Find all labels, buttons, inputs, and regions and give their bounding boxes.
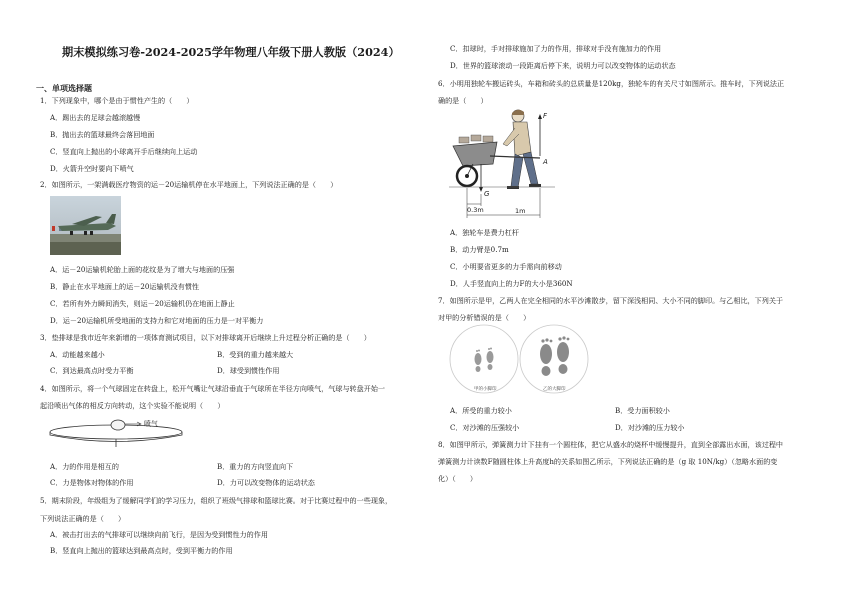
q4-option-c[interactable]: C．力是物体对物体的作用 — [50, 478, 134, 487]
question-8-stem-line1: 8．如图甲所示，弹簧测力计下挂有一个圆柱体，把它从盛水的烧杯中缓慢提升，直到全部露出水面，该过程中 — [438, 440, 784, 449]
small-footprint-caption: 甲的小脚印 — [474, 387, 497, 392]
question-5-stem-line2: 下列说法正确的是（ ） — [40, 514, 126, 523]
transport-plane-photo — [50, 196, 121, 255]
question-7-stem-line1: 7．如图所示是甲，乙两人在完全相同的水平沙滩散步，留下深浅相同、大小不同的脚印。与乙相比，下列关于 — [438, 296, 784, 305]
q6-option-c[interactable]: C．小明要省更多的力手需向前移动 — [450, 262, 562, 271]
q5-option-c[interactable]: C．扣球时，手对排球施加了力的作用，排球对手没有施加力的作用 — [450, 44, 662, 53]
question-4-stem-line2: 起沿喷出气体的相反方向转动，这个实验不能说明（ ） — [40, 401, 225, 410]
footprints-figure — [448, 324, 590, 396]
q7-option-a[interactable]: A．所受的重力较小 — [450, 406, 512, 415]
question-2-stem: 2．如图所示，一架满载医疗物资的运－20运输机停在水平地面上，下列说法正确的是（ ） — [40, 180, 338, 189]
balloon-turntable-figure — [44, 414, 204, 448]
q6-option-d[interactable]: D．人手竖直向上的力F的大小是360N — [450, 279, 573, 288]
q2-option-d[interactable]: D．运－20运输机所受地面的支持力和它对地面的压力是一对平衡力 — [50, 316, 264, 325]
section-heading: 一、单项选择题 — [36, 83, 92, 93]
question-6-stem-line1: 6．小明用独轮车搬运砖头，车箱和砖头的总质量是120kg，独轮车的有关尺寸如图所示。推车时，下列说法正 — [438, 79, 785, 88]
q2-option-b[interactable]: B．静止在水平地面上的运－20运输机没有惯性 — [50, 282, 200, 291]
q7-option-c[interactable]: C．对沙滩的压强较小 — [450, 423, 520, 432]
q3-option-b[interactable]: B．受到的重力越来越大 — [217, 350, 294, 359]
wheelbarrow-figure — [445, 106, 565, 218]
q6-option-a[interactable]: A．独轮车是费力杠杆 — [450, 228, 519, 237]
q4-option-d[interactable]: D．力可以改变物体的运动状态 — [217, 478, 315, 487]
question-5-stem-line1: 5．期末阶段，年级组为了缓解同学们的学习压力，组织了班级气排球和篮球比赛。对于比赛过程中的一些现象， — [40, 496, 393, 505]
svg-text:F: F — [543, 112, 548, 120]
question-4-stem-line1: 4．如图所示，将一个气球固定在转盘上，松开气嘴让气球沿垂直于气球所在半径方向喷气，气球与转盘开始一 — [40, 384, 386, 393]
svg-text:A: A — [543, 158, 548, 166]
q2-option-c[interactable]: C．若所有外力瞬间消失，则运－20运输机仍在地面上静止 — [50, 299, 235, 308]
q6-option-b[interactable]: B．动力臂是0.7m — [450, 245, 509, 254]
large-footprint-caption: 乙的大脚印 — [543, 387, 566, 392]
q1-option-d[interactable]: D．火箭升空时要向下喷气 — [50, 164, 134, 173]
svg-text:0.3m: 0.3m — [467, 206, 484, 214]
q3-option-c[interactable]: C．到达最高点时受力平衡 — [50, 366, 134, 375]
q1-option-a[interactable]: A．踢出去的足球会越滚越慢 — [50, 113, 141, 122]
q4-option-a[interactable]: A．力的作用是相互的 — [50, 462, 119, 471]
q5-option-a[interactable]: A．被击打出去的气排球可以继续向前飞行，是因为受到惯性力的作用 — [50, 530, 268, 539]
page-title: 期末模拟练习卷-2024-2025学年物理八年级下册人教版（2024） — [62, 45, 400, 59]
question-7-stem-line2: 对甲的分析错误的是（ ） — [438, 313, 531, 322]
q2-option-a[interactable]: A．运－20运输机轮胎上面的花纹是为了增大与地面的压强 — [50, 265, 235, 274]
q1-option-c[interactable]: C．竖直向上抛出的小球离开手后继续向上运动 — [50, 147, 198, 156]
q3-option-a[interactable]: A．动能越来越小 — [50, 350, 105, 359]
question-3-stem: 3．垫排球是我市近年来新增的一项体育测试项目，以下对排球离开后继续上升过程分析正确的是（ ） — [40, 333, 371, 342]
q1-option-b[interactable]: B．抛出去的篮球最终会落回地面 — [50, 130, 155, 139]
q7-option-d[interactable]: D．对沙滩的压力较小 — [615, 423, 685, 432]
q5-option-d[interactable]: D．世界的篮球滚动一段距离后停下来，说明力可以改变物体的运动状态 — [450, 61, 676, 70]
q7-option-b[interactable]: B．受力面积较小 — [615, 406, 670, 415]
question-8-stem-line3: 化）（ ） — [438, 474, 478, 483]
question-6-stem-line2: 确的是（ ） — [438, 96, 488, 105]
svg-text:1m: 1m — [515, 207, 526, 215]
question-8-stem-line2: 弹簧测力计读数F随圆柱体上升高度h的关系如图乙所示，下列说法正确的是（g 取 10N/kg）（忽略水面的变 — [438, 457, 778, 466]
q4-option-b[interactable]: B．重力的方向竖直向下 — [217, 462, 294, 471]
question-1-stem: 1．下列现象中，哪个是由于惯性产生的（ ） — [40, 96, 194, 105]
svg-text:G: G — [484, 190, 490, 198]
q3-option-d[interactable]: D．球受到惯性作用 — [217, 366, 280, 375]
spray-label: 喷气 — [144, 420, 158, 428]
q5-option-b[interactable]: B．竖直向上抛出的篮球达到最高点时，受到平衡力的作用 — [50, 546, 233, 555]
